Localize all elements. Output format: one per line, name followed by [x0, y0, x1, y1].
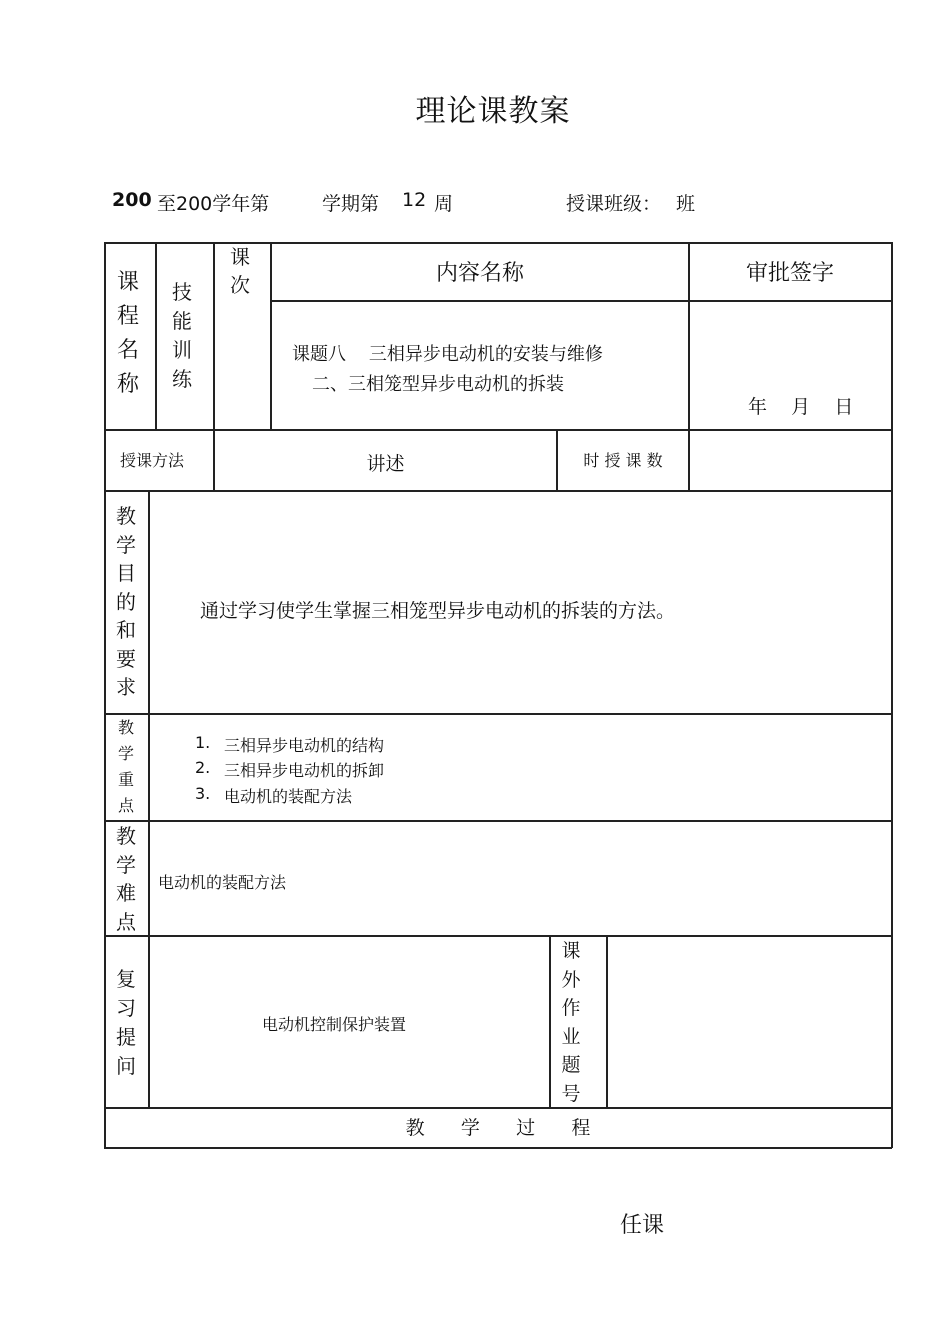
- method-value: 讲述: [366, 453, 405, 475]
- homework-label: 课 外 作 业 题 号: [561, 940, 581, 1105]
- class-value: 班: [676, 193, 696, 215]
- objective-label: 教 学 目 的 和 要 求: [116, 504, 136, 699]
- keypoint-number: 2.: [195, 758, 211, 777]
- page-title: 理论课教案: [415, 94, 571, 129]
- lesson-label: 课 次: [230, 245, 250, 297]
- class-label: 授课班级：: [566, 193, 662, 215]
- content-line-2: 二、三相笼型异步电动机的拆装: [312, 374, 564, 395]
- course-name-value: 技 能 训 练: [172, 280, 192, 391]
- review-label: 复 习 提 问: [116, 967, 136, 1078]
- keypoint-text: 电动机的装配方法: [224, 787, 353, 806]
- content-line-1: 课题八 三相异步电动机的安装与维修: [292, 344, 603, 365]
- difficulty-value: 电动机的装配方法: [158, 873, 287, 892]
- keypoint-number: 3.: [195, 784, 211, 803]
- process-label: 教 学 过 程: [405, 1117, 591, 1139]
- review-value: 电动机控制保护装置: [262, 1015, 407, 1034]
- approval-label: 审批签字: [745, 261, 834, 286]
- approval-date: 年 月 日: [748, 396, 854, 418]
- hours-label: 时 授 课 数: [583, 451, 663, 470]
- keypoint-number: 1.: [195, 733, 211, 752]
- keypoint-text: 三相异步电动机的结构: [224, 736, 385, 755]
- week-unit: 周: [434, 193, 454, 215]
- term-label: 学期第: [322, 193, 380, 215]
- course-name-label: 课 程 名 称: [116, 270, 139, 397]
- keypoint-text: 三相异步电动机的拆卸: [224, 761, 385, 780]
- year-range: 至200学年第: [157, 193, 270, 215]
- objective-value: 通过学习使学生掌握三相笼型异步电动机的拆装的方法。: [200, 600, 676, 622]
- footer-teacher-label: 任课: [620, 1213, 665, 1238]
- method-label: 授课方法: [120, 451, 185, 470]
- content-name-label: 内容名称: [435, 261, 524, 286]
- week-number: 12: [402, 189, 427, 211]
- keypoints-label: 教 学 重 点: [117, 718, 134, 815]
- difficulty-label: 教 学 难 点: [116, 824, 136, 934]
- year-start: 200: [112, 189, 152, 211]
